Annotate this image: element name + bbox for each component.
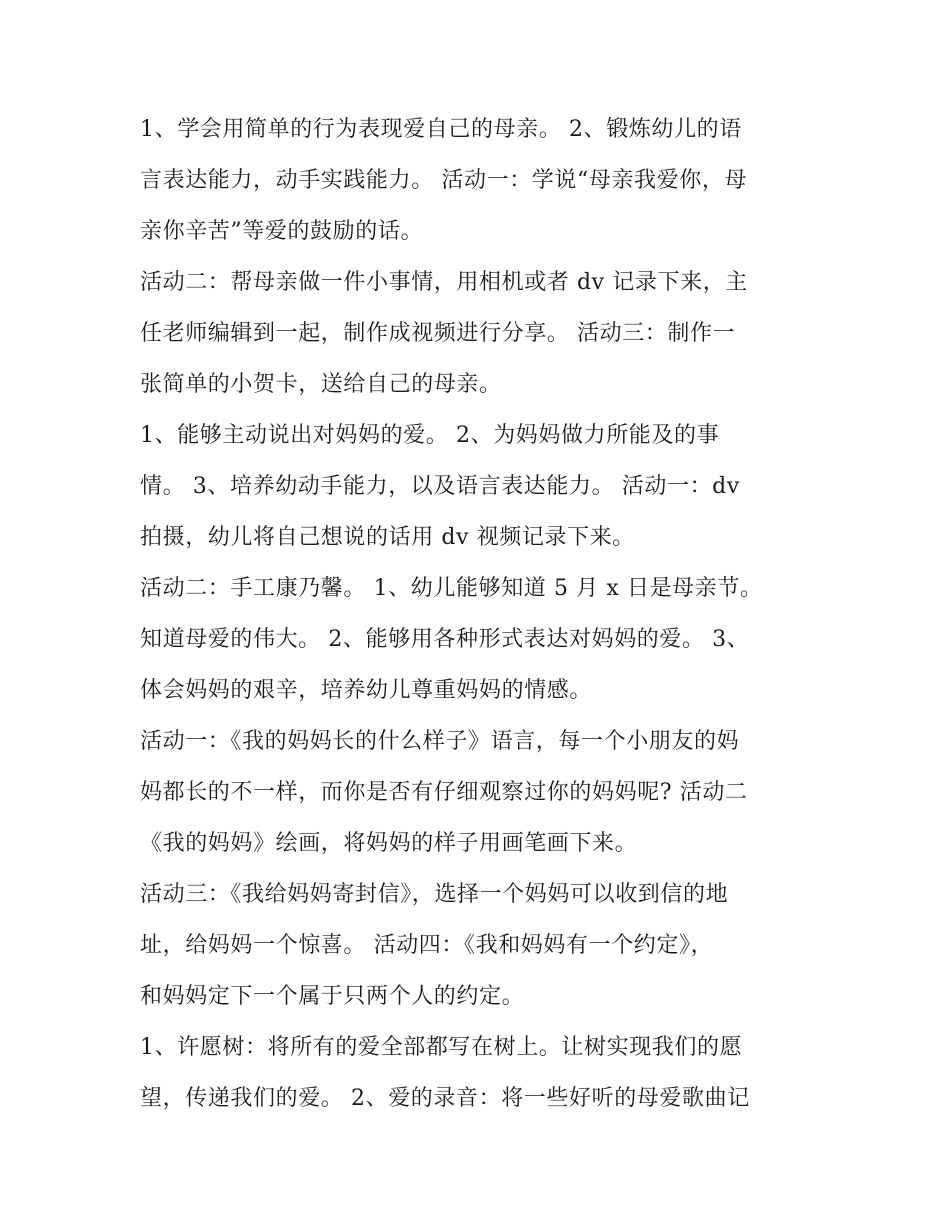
text-line: 1、能够主动说出对妈妈的爱。 2、为妈妈做力所能及的事 [140,423,720,448]
text-line: 和妈妈定下一个属于只两个人的约定。 [140,984,525,1009]
text-line: 活动三：《我给妈妈寄封信》，选择一个妈妈可以收到信的地 [140,882,729,907]
text-line: 《我的妈妈》绘画，将妈妈的样子用画笔画下来。 [140,831,638,856]
text-line: 望，传递我们的爱。 2、爱的录音：将一些好听的母爱歌曲记 [140,1086,750,1111]
text-line: 活动一：《我的妈妈长的什么样子》语言，每一个小朋友的妈 [140,729,740,754]
text-line: 拍摄，幼儿将自己想说的话用 dv 视频记录下来。 [140,525,635,550]
text-line: 1、许愿树：将所有的爱全部都写在树上。让树实现我们的愿 [140,1035,743,1060]
text-line: 1、学会用简单的行为表现爱自己的母亲。 2、锻炼幼儿的语 [140,117,742,142]
text-line: 言表达能力，动手实践能力。 活动一：学说“母亲我爱你，母 [140,168,748,193]
text-line: 情。 3、培养幼动手能力，以及语言表达能力。 活动一：dv [140,474,740,499]
document-body [140,104,830,1124]
text-line: 妈都长的不一样，而你是否有仔细观察过你的妈妈呢? 活动二 [140,780,748,805]
text-line: 知道母爱的伟大。 2、能够用各种形式表达对妈妈的爱。 3、 [140,627,750,652]
text-line: 任老师编辑到一起，制作成视频进行分享。 活动三：制作一 [140,321,736,346]
text-line: 亲你辛苦”等爱的鼓励的话。 [140,219,424,244]
text-line: 址，给妈妈一个惊喜。 活动四：《我和妈妈有一个约定》， [140,933,714,958]
text-line: 活动二：帮母亲做一件小事情，用相机或者 dv 记录下来，主 [140,270,748,295]
text-line: 活动二：手工康乃馨。 1、幼儿能够知道 5 月 x 日是母亲节。 [140,576,763,601]
text-line: 张简单的小贺卡，送给自己的母亲。 [140,372,502,397]
text-line: 体会妈妈的艰辛，培养幼儿尊重妈妈的情感。 [140,678,593,703]
